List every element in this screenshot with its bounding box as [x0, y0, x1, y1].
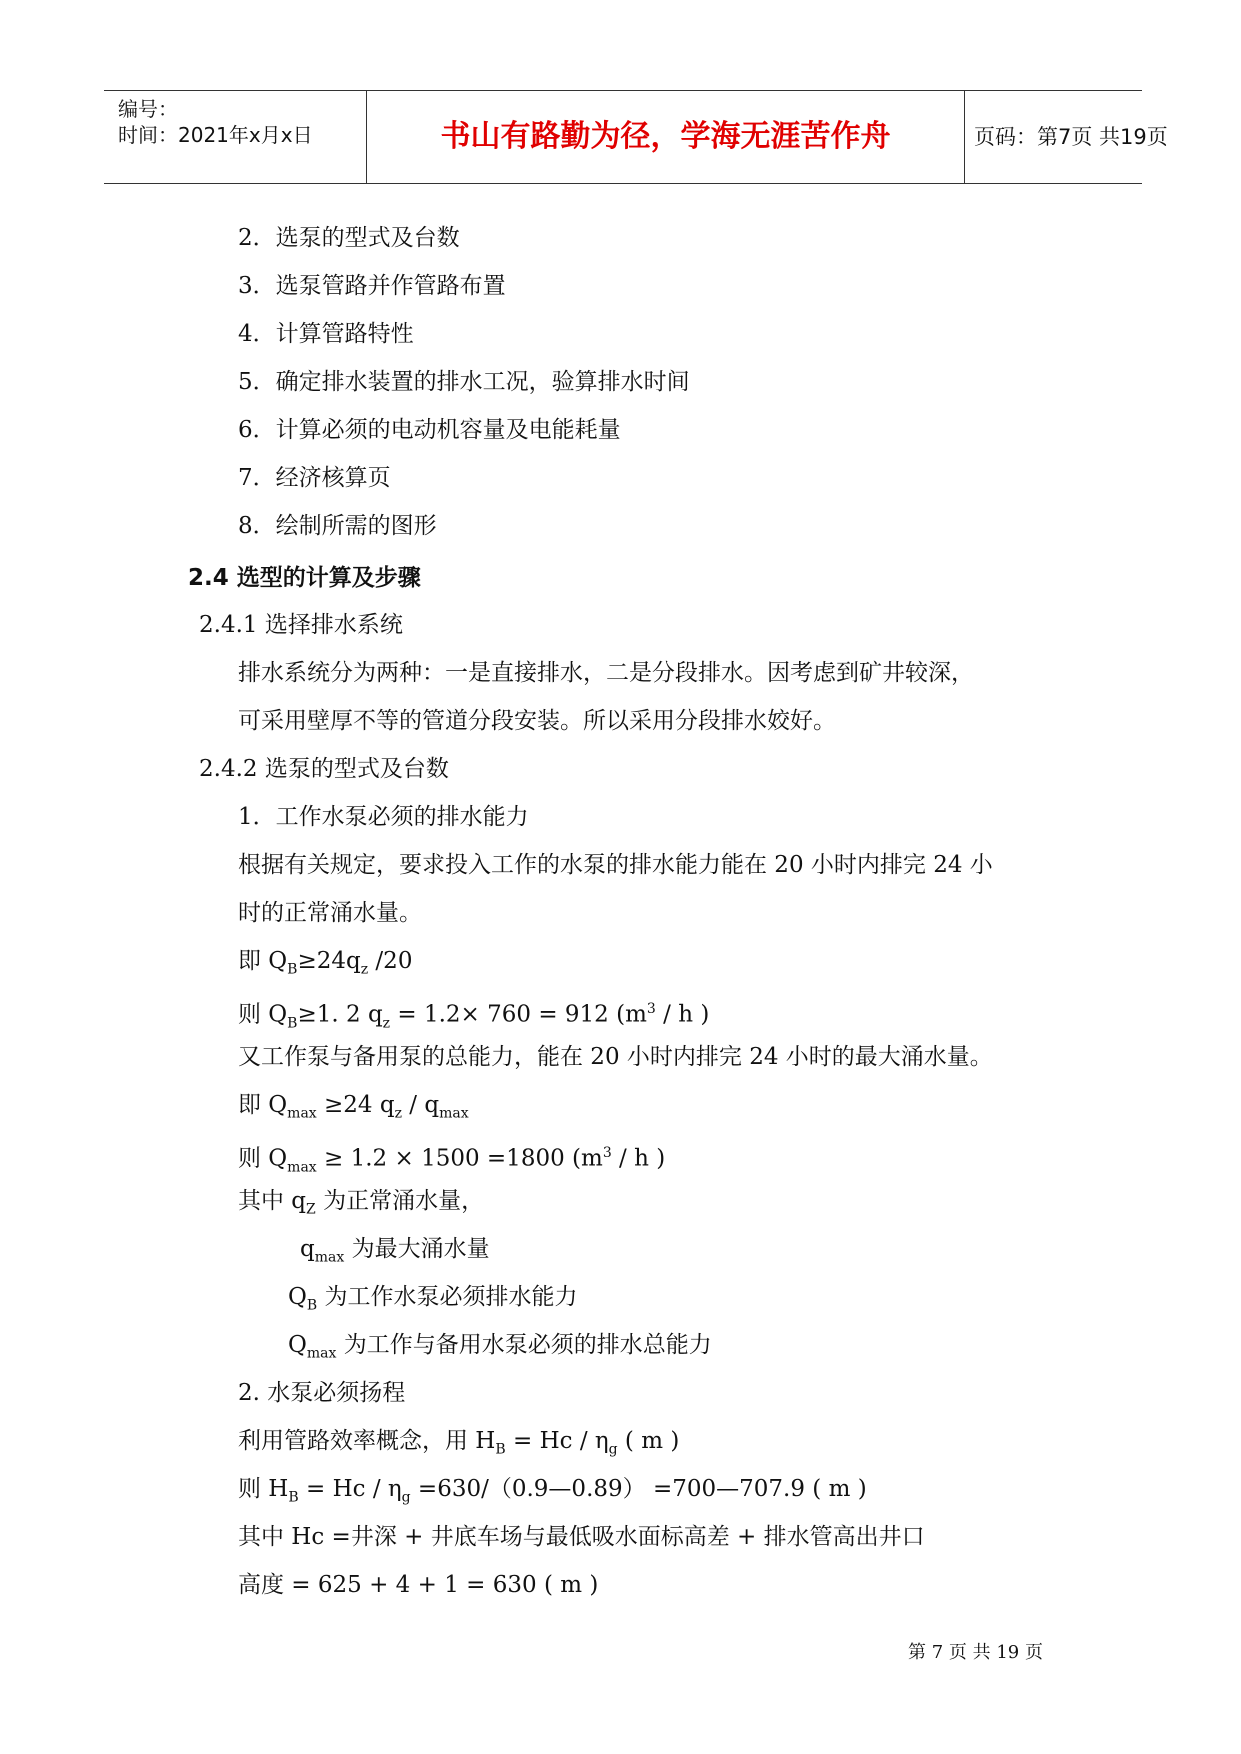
list-item: 5．确定排水装置的排水工况，验算排水时间: [238, 369, 690, 395]
formula-line: 其中 Hc =井深 + 井底车场与最低吸水面标高差 + 排水管高出井口: [238, 1524, 925, 1550]
time-label: 时间：2021年x月x日: [118, 123, 313, 147]
formula-line: 高度 = 625 + 4 + 1 = 630 ( m ): [238, 1572, 599, 1598]
header-meta: [118, 91, 366, 183]
list-item: 2. 水泵必须扬程: [238, 1380, 406, 1406]
page-header: [104, 90, 1168, 184]
list-item: 6．计算必须的电动机容量及电能耗量: [238, 417, 621, 443]
paragraph-line: 又工作泵与备用泵的总能力，能在 20 小时内排完 24 小时的最大涌水量。: [238, 1044, 993, 1070]
list-item: 3．选泵管路并作管路布置: [238, 273, 506, 299]
section-heading: 2.4 选型的计算及步骤: [188, 565, 421, 591]
formula-line: 利用管路效率概念，用 $H_B = Hc / \eta_g$ ( m ): [238, 1428, 680, 1458]
header-divider: [964, 91, 965, 183]
formula-line: 即 $Q_{max} \ge 24$ $q_z / q_{max}$: [238, 1092, 469, 1122]
definition-line: 其中 $q_Z$ 为正常涌水量，: [238, 1188, 485, 1218]
header-page-info: 页码：第7页 共19页: [974, 125, 1168, 149]
formula-line: 则 $H_B = Hc / \eta_g$ =630/（0.9—0.89） =700—707.9 ( m ): [238, 1476, 867, 1506]
list-item: 8．绘制所需的图形: [238, 513, 437, 539]
header-motto: 书山有路勤为径，学海无涯苦作舟: [440, 119, 891, 154]
number-label: 编号：: [118, 97, 178, 121]
list-item: 2．选泵的型式及台数: [238, 225, 460, 251]
formula-line: 即 $Q_B\ge 24q_z$ /20: [238, 948, 413, 978]
list-item: 1．工作水泵必须的排水能力: [238, 804, 529, 830]
paragraph-line: 时的正常涌水量。: [238, 900, 422, 926]
page-footer: 第 7 页 共 19 页: [908, 1642, 1043, 1663]
list-item: 4．计算管路特性: [238, 321, 414, 347]
definition-line: $q_{max}$ 为最大涌水量: [300, 1236, 490, 1266]
subsection-heading: 2.4.1 选择排水系统: [199, 612, 403, 638]
paragraph-line: 排水系统分为两种：一是直接排水，二是分段排水。因考虑到矿井较深，: [238, 660, 974, 686]
definition-line: $Q_{max}$ 为工作与备用水泵必须的排水总能力: [288, 1332, 712, 1362]
formula-line: 则 $Q_B\ge 1$. 2 $q_z = 1.2\times 760 = 912$ ($m^3$ / h ): [238, 1001, 710, 1032]
paragraph-line: 根据有关规定，要求投入工作的水泵的排水能力能在 20 小时内排完 24 小: [238, 852, 993, 878]
list-item: 7．经济核算页: [238, 465, 391, 491]
definition-line: $Q_B$ 为工作水泵必须排水能力: [288, 1284, 578, 1314]
subsection-heading: 2.4.2 选泵的型式及台数: [199, 756, 449, 782]
formula-line: 则 $Q_{max} \ge 1.2 \times 1500 =1800$ ($m^3$ / h ): [238, 1145, 666, 1176]
paragraph-line: 可采用壁厚不等的管道分段安装。所以采用分段排水姣好。: [238, 708, 836, 734]
